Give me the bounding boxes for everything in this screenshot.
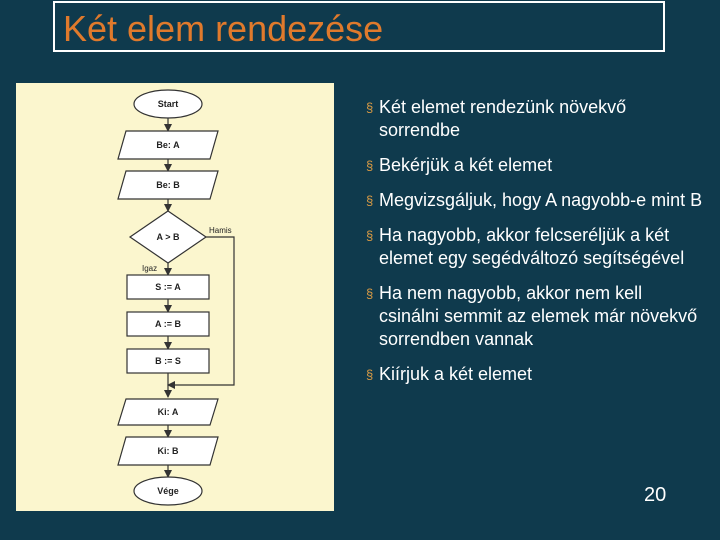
start-label: Start (157, 99, 179, 109)
bullet-list (366, 96, 706, 398)
title-frame (53, 1, 665, 52)
output-a-label: Ki: A (157, 407, 179, 417)
decision-label: A > B (156, 232, 180, 242)
bullet-item (366, 282, 706, 351)
bullet-marker: § (366, 100, 374, 115)
bullet-item (366, 363, 706, 386)
input-a-label: Be: A (156, 140, 180, 150)
bullet-marker: § (366, 228, 374, 243)
bullet-item (366, 96, 706, 142)
bullet-text: Két elemet rendezünk növekvő sorrendbe (379, 97, 627, 140)
input-b-label: Be: B (156, 180, 180, 190)
bullet-text: Bekérjük a két elemet (379, 155, 553, 175)
true-branch-label: Igaz (142, 264, 158, 273)
bullet-item (366, 154, 706, 177)
output-b-label: Ki: B (157, 446, 179, 456)
bullet-marker: § (366, 286, 374, 301)
false-branch-label: Hamis (209, 226, 232, 235)
assign-a-label: A := B (155, 319, 181, 329)
bullet-item (366, 224, 706, 270)
bullet-text: Kiírjuk a két elemet (379, 364, 533, 384)
end-label: Vége (157, 486, 179, 496)
bullet-marker: § (366, 158, 374, 173)
bullet-marker: § (366, 367, 374, 382)
bullet-text: Ha nem nagyobb, akkor nem kell csinálni semmit az elemek már növekvő sorrendben vannak (379, 283, 698, 349)
flowchart-panel (16, 83, 334, 511)
flowchart (16, 83, 334, 511)
bullet-text: Megvizsgáljuk, hogy A nagyobb-e mint B (379, 190, 703, 210)
assign-s-label: S := A (155, 282, 181, 292)
assign-b-label: B := S (155, 356, 181, 366)
page-number: 20 (644, 484, 667, 506)
bullet-marker: § (366, 193, 374, 208)
slide-title: Két elem rendezése (63, 8, 384, 49)
bullet-text: Ha nagyobb, akkor felcseréljük a két elemet egy segédváltozó segítségével (379, 225, 685, 268)
bullet-item (366, 189, 706, 212)
